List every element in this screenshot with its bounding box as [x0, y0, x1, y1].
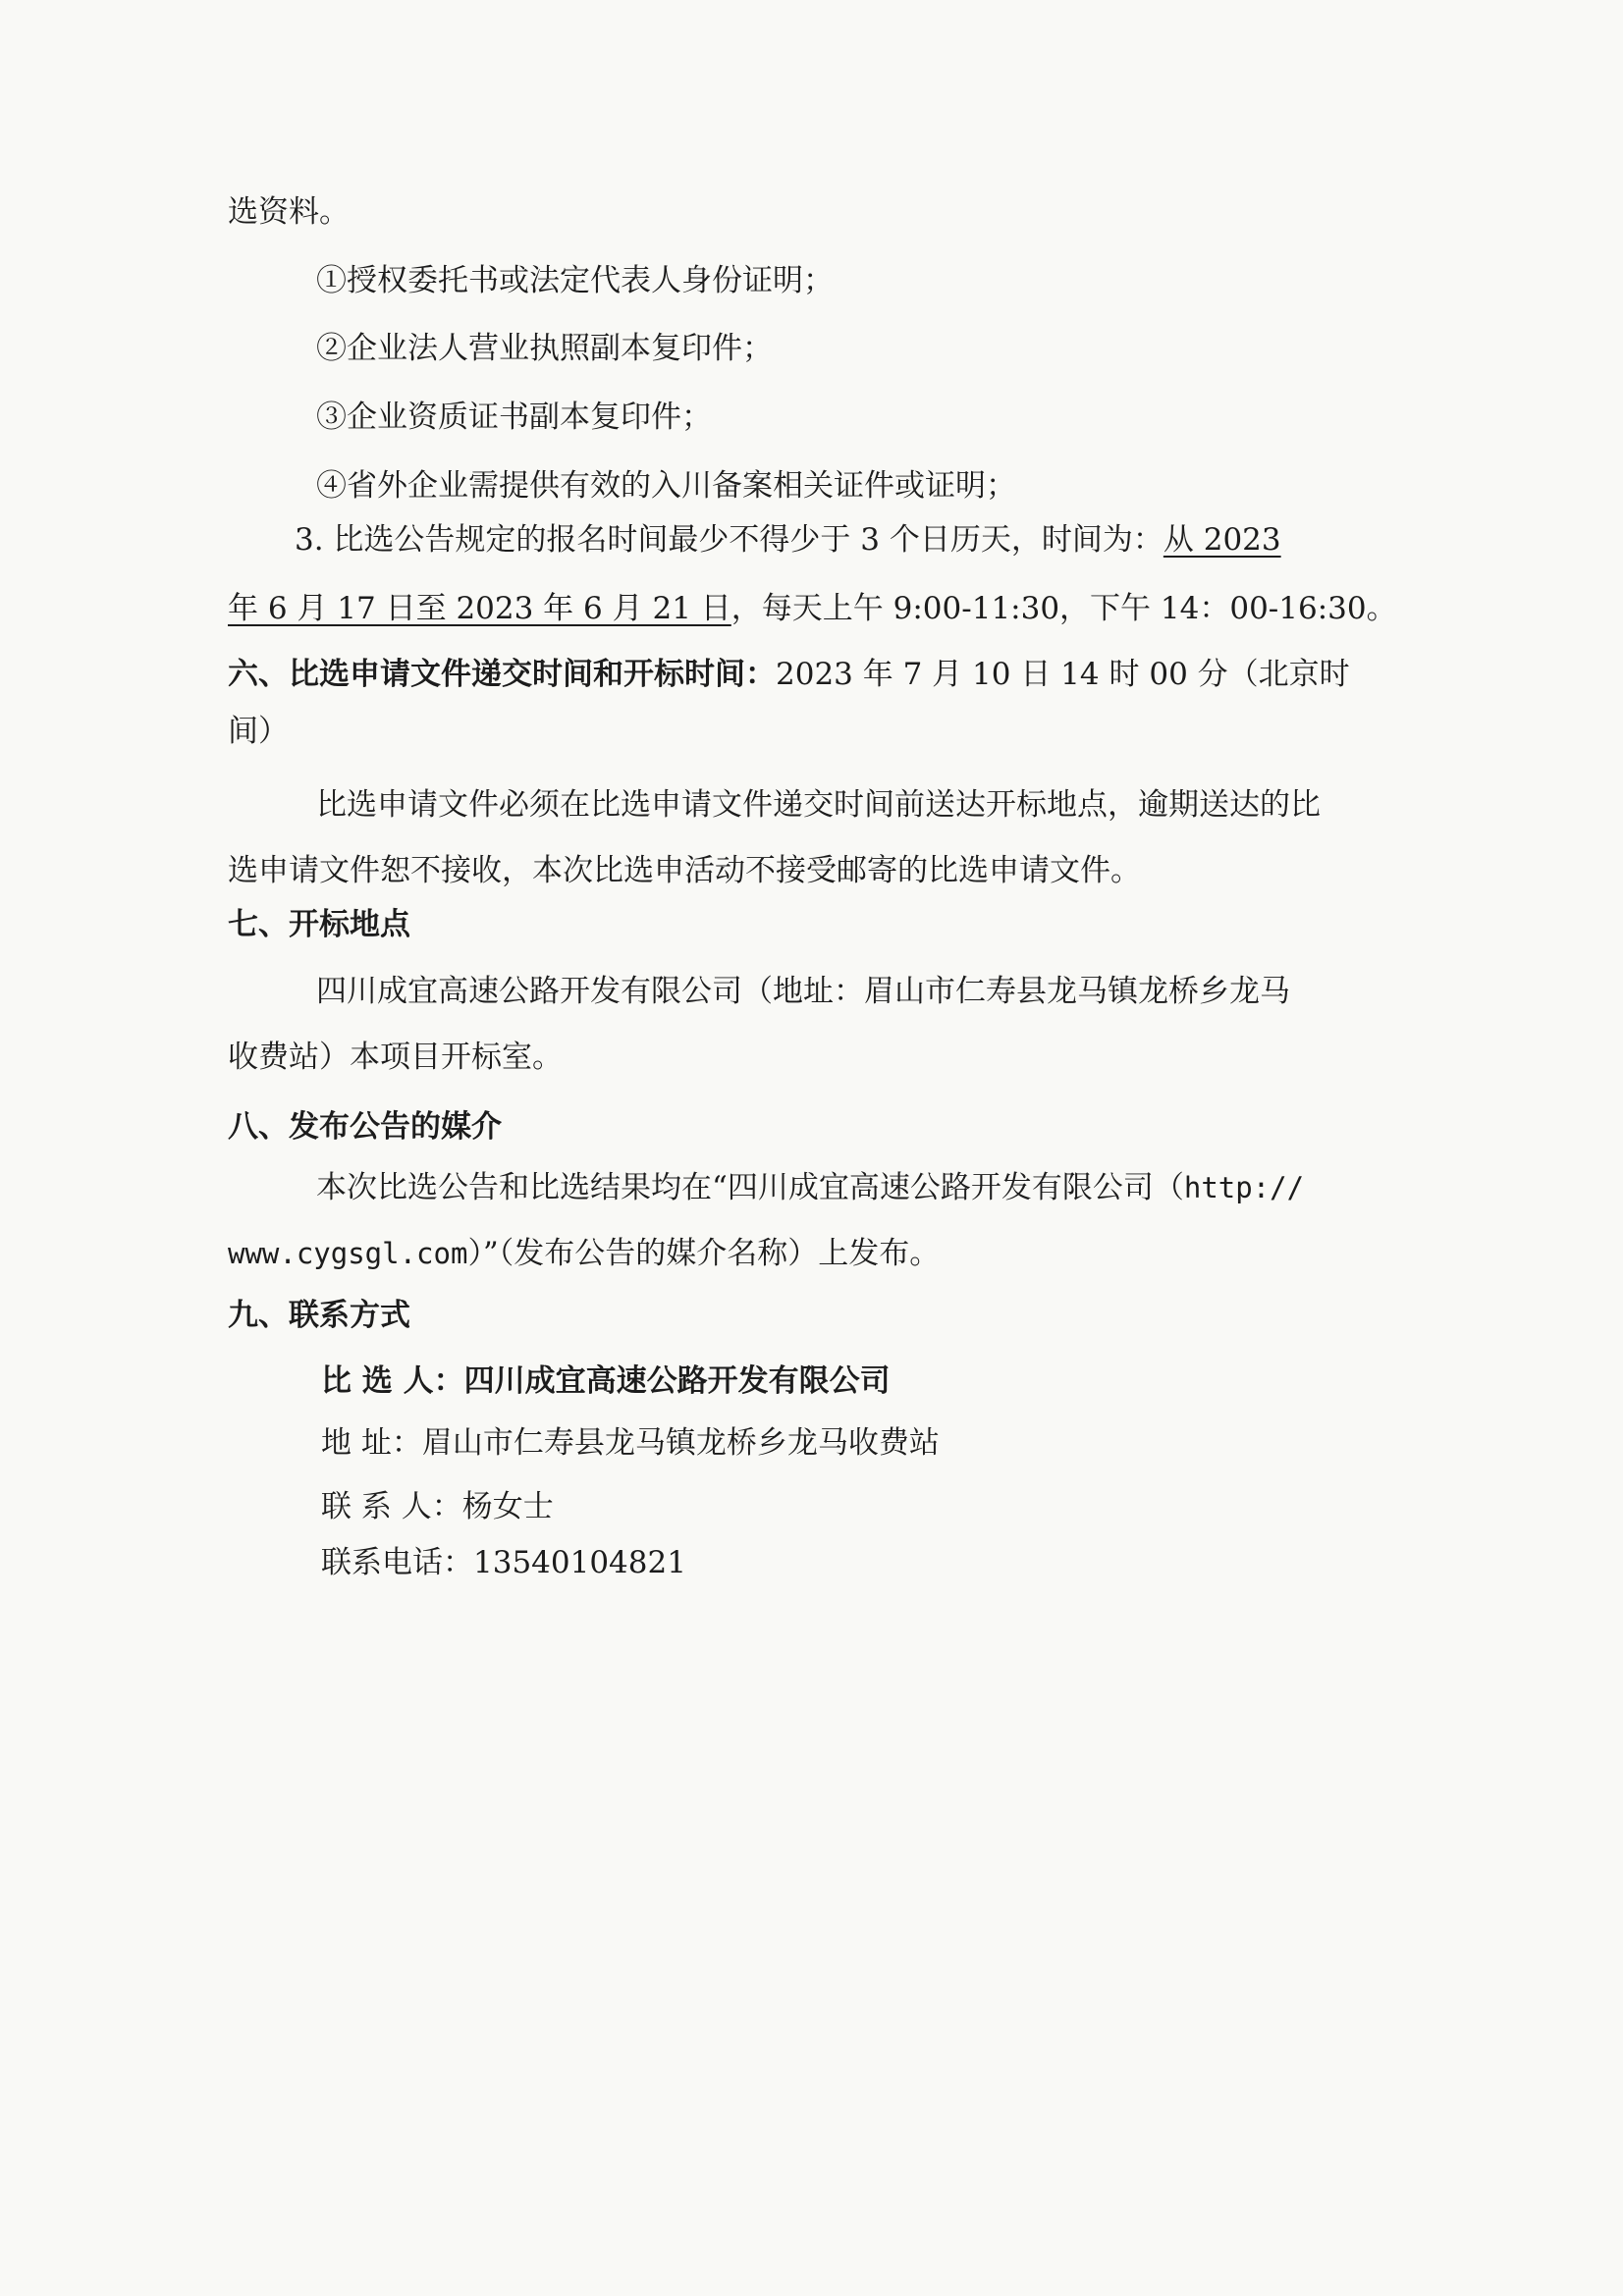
section6-para-line1: 比选申请文件必须在比选申请文件递交时间前送达开标地点，逾期送达的比 [316, 787, 1321, 823]
section8-url-part2: www.cygsgl.com [228, 1237, 468, 1270]
contact-label: 比 选 人： [321, 1363, 464, 1399]
material-item-1: ①授权委托书或法定代表人身份证明； [316, 263, 834, 298]
contact-value: 四川成宜高速公路开发有限公司 [463, 1363, 891, 1399]
section7-line1: 四川成宜高速公路开发有限公司（地址：眉山市仁寿县龙马镇龙桥乡龙马 [316, 974, 1290, 1009]
contact-row [321, 1423, 940, 1463]
contact-row [321, 1487, 554, 1526]
contact-row [321, 1362, 891, 1401]
section8-text-b: ）”（发布公告的媒介名称）上发布。 [467, 1236, 941, 1271]
section6-heading: 六、比选申请文件递交时间和开标时间： [228, 657, 776, 692]
contact-label: 联系电话： [321, 1545, 473, 1580]
section6-line [228, 655, 1350, 694]
contact-label: 联 系 人： [321, 1489, 462, 1524]
material-item-3: ③企业资质证书副本复印件； [316, 400, 712, 435]
section6-time: 2023 年 7 月 10 日 14 时 00 分（北京时 [776, 657, 1350, 692]
material-item-2: ②企业法人营业执照副本复印件； [316, 331, 773, 366]
section9-heading: 九、联系方式 [228, 1298, 410, 1333]
item3-line1 [295, 520, 1281, 560]
section6-time-cont: 间） [228, 714, 289, 749]
section8-line2 [228, 1234, 940, 1273]
item3-hours: ，每天上午 9:00-11:30，下午 14：00-16:30。 [730, 591, 1397, 626]
section8-heading: 八、发布公告的媒介 [228, 1109, 502, 1145]
item3-date-start: 从 2023 [1163, 522, 1281, 558]
continuation-line: 选资料。 [228, 194, 350, 230]
contact-row [321, 1543, 686, 1582]
contact-value: 眉山市仁寿县龙马镇龙桥乡龙马收费站 [421, 1425, 940, 1461]
item3-line2 [228, 589, 1397, 628]
section6-para-line2: 选申请文件恕不接收，本次比选申活动不接受邮寄的比选申请文件。 [228, 853, 1141, 888]
section8-line1 [316, 1168, 1304, 1207]
material-item-4: ④省外企业需提供有效的入川备案相关证件或证明； [316, 468, 1016, 504]
contact-value: 13540104821 [473, 1545, 686, 1580]
contact-value: 杨女士 [461, 1489, 554, 1524]
section7-heading: 七、开标地点 [228, 907, 410, 942]
section7-line2: 收费站）本项目开标室。 [228, 1040, 563, 1075]
item3-date-range: 年 6 月 17 日至 2023 年 6 月 21 日 [228, 591, 731, 626]
contact-label: 地 址： [321, 1425, 422, 1461]
section8-url-part1: http:// [1183, 1171, 1305, 1204]
item3-text-a: 3. 比选公告规定的报名时间最少不得少于 3 个日历天，时间为： [295, 522, 1163, 558]
section8-text-a: 本次比选公告和比选结果均在“四川成宜高速公路开发有限公司（ [316, 1170, 1184, 1205]
